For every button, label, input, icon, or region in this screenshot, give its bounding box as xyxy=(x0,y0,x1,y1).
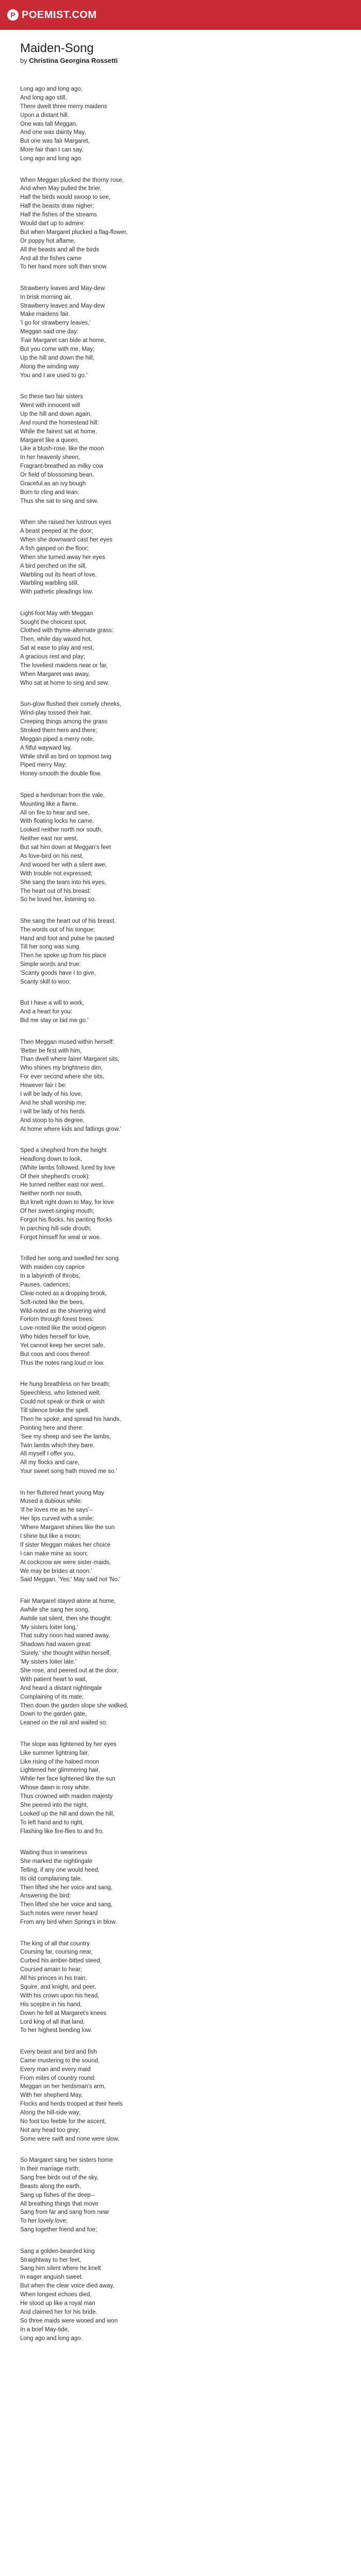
poem-line: Sun-glow flushed their comely cheeks, xyxy=(20,701,122,708)
poem-line: To left hand and to right, xyxy=(20,1819,84,1826)
poem-body xyxy=(20,85,350,2343)
poem-line: She sang the tears into his eyes, xyxy=(20,879,106,886)
poem-line: I will be lady of his love, xyxy=(20,1091,83,1097)
poem-line: 'Where Margaret shines like the sun xyxy=(20,1524,115,1531)
poem-line: Could not speak or think or wish xyxy=(20,1399,105,1405)
poem-line: Bid me stay or bid me go.' xyxy=(20,1018,89,1024)
poem-line: Along the winding way xyxy=(20,363,79,370)
poem-line: Of her sweet-singing mouth; xyxy=(20,1208,94,1215)
poem-line: With her shepherd May, xyxy=(20,2092,83,2099)
poem-line: From miles of country round: xyxy=(20,2075,96,2081)
poem-line: Yet cannot keep her secret safe, xyxy=(20,1343,105,1349)
poem-line: Love-noted like the wood-pigeon xyxy=(20,1325,106,1332)
poem-line: Born to cling and lean; xyxy=(20,489,79,496)
stanza xyxy=(20,284,350,380)
poem-line: With floating locks he came. xyxy=(20,818,94,825)
poem-line: In parching hill-side drouth; xyxy=(20,1225,92,1232)
poem-line: Thus she sat to sing and sew. xyxy=(20,498,99,504)
poem-line: And heard a distant nightingale xyxy=(20,1685,102,1691)
poem-line: When she turned away her eyes xyxy=(20,554,105,561)
poem-line: Margaret like a queen, xyxy=(20,437,79,444)
poem-line: I will be lady of his herds xyxy=(20,1108,85,1115)
poem-line: Looked up the hill and down the hill, xyxy=(20,1810,114,1817)
poem-line: Looked neither north nor south, xyxy=(20,827,103,834)
poem-line: All my flocks and care, xyxy=(20,1460,80,1466)
poem-line: Lightened her glimmering hair, xyxy=(20,1767,100,1774)
poem-line: Like rising of the haloed moon xyxy=(20,1758,100,1765)
poem-line: A fish gasped on the floor; xyxy=(20,545,89,552)
poem-line: Thus crowned with maiden majesty xyxy=(20,1793,113,1800)
poem-line: Then he spoke, and spread his hands, xyxy=(20,1416,121,1422)
poem-line: Meggan on her herdsman's arm, xyxy=(20,2083,106,2090)
poem-line: Up the hill and down again, xyxy=(20,411,92,417)
poem-line: Stroked them here and there; xyxy=(20,727,97,734)
poem-line: Or poppy hot aflame, xyxy=(20,238,76,244)
poem-line: Soft-noted like the bees, xyxy=(20,1299,85,1306)
poem-line: And wooed her with a silent awe, xyxy=(20,861,107,868)
poem-line: Who hides herself for love, xyxy=(20,1334,91,1341)
poem-line: Till silence broke the spell. xyxy=(20,1407,90,1414)
poem-line: All his princes in his train, xyxy=(20,1975,87,1982)
poem-line: When longest echoes died, xyxy=(20,2292,92,2298)
poem-line: But one was fair Margaret, xyxy=(20,138,90,145)
poem-line: No foot too feeble for the ascent, xyxy=(20,2118,106,2125)
poem-line: Your sweet song hath moved me so.' xyxy=(20,1468,117,1475)
poem-line: All myself I offer you, xyxy=(20,1451,75,1458)
poem-line: Flocks and herds trooped at their heels xyxy=(20,2101,123,2108)
poem-line: Sang him silent where he knelt xyxy=(20,2265,101,2272)
poem-line: With pathetic pleadings low. xyxy=(20,589,93,596)
poem-line: Upon a distant hill. xyxy=(20,112,69,118)
poem-line: 'Fair Margaret can bide at home, xyxy=(20,337,106,344)
poem-line: Warbling warbling still, xyxy=(20,580,79,587)
stanza xyxy=(20,999,350,1025)
poem-line: Pointing here and there: xyxy=(20,1425,84,1431)
poem-line: Answering the bird: xyxy=(20,1893,71,1900)
poem-line: She marked the nightingale xyxy=(20,1858,93,1865)
poem-line: But when the clear voice died away, xyxy=(20,2283,114,2290)
poem-line: Make maidens fair. xyxy=(20,311,70,318)
poem-line: She sang the heart out of his breast, xyxy=(20,918,116,924)
poem-line: Trilled her song and swelled her song xyxy=(20,1256,119,1262)
poem-line: And long ago still, xyxy=(20,94,67,101)
site-logo[interactable] xyxy=(7,9,97,21)
poem-line: Sang free birds out of the sky, xyxy=(20,2174,99,2181)
poem-line: Wind-play tossed their hair, xyxy=(20,710,92,717)
stanza xyxy=(20,2048,350,2144)
poem-line: To her highest bending low. xyxy=(20,2027,92,2034)
poem-line: So he loved her, listening so. xyxy=(20,896,96,903)
poem-line: Meggan piped a merry note, xyxy=(20,736,94,742)
poem-line: Like a blush-rose, like the moon xyxy=(20,446,104,452)
poem-line: 'Better be first with him, xyxy=(20,1047,82,1054)
stanza xyxy=(20,791,350,905)
poem-line: And he shall worship me; xyxy=(20,1099,87,1106)
poem-line: Neither east nor west, xyxy=(20,836,78,842)
poem-line: All the beasts and all the birds xyxy=(20,246,100,253)
logo-text: POEMIST.COM xyxy=(22,9,97,21)
poem-line: Telling, if any one would heed, xyxy=(20,1867,100,1873)
poem-line: I shine but like a moon; xyxy=(20,1533,81,1540)
poem-line: Went with innocent will xyxy=(20,402,80,409)
poem-line: Along the hill-side way; xyxy=(20,2110,81,2116)
poem-line: We may be brides at noon.' xyxy=(20,1568,92,1574)
poem-line: So three maids were wooed and won xyxy=(20,2317,118,2324)
poem-line: But when Margaret plucked a flag-flower, xyxy=(20,229,128,235)
poem-line: Who shines my brightness dim, xyxy=(20,1065,103,1072)
poem-line: Forgot his flocks, his panting flocks xyxy=(20,1217,112,1224)
poem-line: You and I are used to go.' xyxy=(20,372,88,379)
stanza xyxy=(20,1489,350,1585)
poem-line: Strawberry leaves and May-dew xyxy=(20,302,105,309)
poem-line: With trouble not expressed; xyxy=(20,870,92,877)
poem-line: 'My sisters loiter long.' xyxy=(20,1624,78,1631)
stanza xyxy=(20,1849,350,1927)
poem-line: Straightway to her feet, xyxy=(20,2257,81,2263)
poem-line: 'See my sheep and see the lambs, xyxy=(20,1433,111,1440)
poem-line: Graceful as an ivy bough xyxy=(20,481,86,487)
poem-line: 'If he loves me as he says'-- xyxy=(20,1507,93,1514)
stanza xyxy=(20,1380,350,1476)
poem-line: He stood up like a royal man xyxy=(20,2300,95,2307)
stanza xyxy=(20,1597,350,1727)
poem-line: 'Scanty goods have I to give, xyxy=(20,970,96,977)
stanza xyxy=(20,1740,350,1836)
poem-line: Long ago and long ago. xyxy=(20,156,83,162)
poem-line: All breathing things that move xyxy=(20,2200,99,2207)
poem-line: Simple words and true: xyxy=(20,961,81,968)
poem-line: But I have a will to work, xyxy=(20,1000,84,1007)
site-header xyxy=(0,0,361,30)
poem-line: Sped a herdsman from the vale, xyxy=(20,792,105,799)
poem-line: Every beast and bird and fish xyxy=(20,2048,97,2055)
poem-line: Sang up fishes of the deep-- xyxy=(20,2192,95,2198)
poem-line: Mused a dubious while: xyxy=(20,1498,83,1505)
poem-line: And claimed her for his bride. xyxy=(20,2309,97,2315)
poem-line: Neither north nor south, xyxy=(20,1191,83,1197)
poem-line: In their marriage mirth; xyxy=(20,2166,80,2173)
stanza xyxy=(20,917,350,987)
poem-line: Flashing like fire-flies to and fro. xyxy=(20,1828,104,1835)
stanza xyxy=(20,518,350,597)
poem-line: Sought the choicest spot, xyxy=(20,619,87,625)
poem-line: Such notes were never heard xyxy=(20,1910,98,1917)
poem-line: And one was dainty May, xyxy=(20,129,86,136)
poem-line: Fair Margaret stayed alone at home, xyxy=(20,1598,116,1604)
poem-line: In her heavenly sheen, xyxy=(20,454,80,461)
poem-line: When she raised her lustrous eyes xyxy=(20,519,112,526)
poem-line: Piped merry May; xyxy=(20,762,67,769)
poem-line: Honey-smooth the double flow. xyxy=(20,771,102,777)
stanza xyxy=(20,2247,350,2343)
poem-line: All on fire to hear and see, xyxy=(20,809,90,816)
poem-line: With maiden coy caprice xyxy=(20,1264,85,1271)
poem-line: He hung breathless on her breath; xyxy=(20,1381,110,1388)
poem-line: In eager anguish sweet. xyxy=(20,2274,84,2281)
poem-line: In brisk morning air, xyxy=(20,294,72,300)
poem-line: A fitful wayward lay, xyxy=(20,744,72,751)
poem-line: Than dwell where fairer Margaret sits, xyxy=(20,1056,120,1063)
poem-line: Sang from far and sang from near xyxy=(20,2209,109,2216)
poem-line: To her hand more soft than snow. xyxy=(20,264,108,270)
poem-line: When Meggan plucked the thorny rose, xyxy=(20,177,124,183)
poem-line: However fair I be: xyxy=(20,1082,67,1089)
poem-line: Up the hill and down the hill, xyxy=(20,354,94,361)
poem-line: Shadows had waxen great: xyxy=(20,1641,92,1648)
poem-line: Pauses, cadences; xyxy=(20,1281,71,1288)
poem-line: Like summer lightning fair, xyxy=(20,1750,89,1756)
poem-line: Every man and every maid xyxy=(20,2066,91,2073)
poem-line: Coursing far, coursing near, xyxy=(20,1949,93,1956)
poem-line: Wild-noted as the shivering wind xyxy=(20,1308,106,1314)
logo-icon: P xyxy=(7,9,19,21)
poem-line: A gracious rest and play; xyxy=(20,654,85,660)
poem-line: If sister Meggan makes her choice xyxy=(20,1541,111,1548)
poem-line: In a labyrinth of throbs, xyxy=(20,1273,80,1279)
poem-line: But sat him down at Meggan's feet xyxy=(20,844,111,851)
poem-line: As love-bird on his nest, xyxy=(20,853,84,859)
poem-line: Some were swift and none were slow. xyxy=(20,2136,120,2142)
stanza xyxy=(20,700,350,778)
poem-line: And all the fishes came xyxy=(20,255,81,262)
poem-line: There dwelt three merry maidens xyxy=(20,103,107,110)
poem-line: She peered into the night, xyxy=(20,1802,88,1808)
poem-line: At home where kids and fatlings grow.' xyxy=(20,1126,121,1132)
poem-line: Curbed his amber-bitted steed, xyxy=(20,1958,102,1964)
poem-line: Coursed amain to hear; xyxy=(20,1967,83,1973)
poem-line: Forgot himself for weal or woe. xyxy=(20,1234,102,1241)
poem-line: Creeping things among the grass xyxy=(20,719,108,725)
poem-line: Would dart up to admire: xyxy=(20,220,85,227)
poem-line: A bird perched on the sill, xyxy=(20,563,87,569)
poem-line: Scanty skill to woo; xyxy=(20,979,71,986)
poem-line: Waiting thus in weariness xyxy=(20,1850,87,1856)
stanza xyxy=(20,609,350,688)
poem-line: I can make mine as soon; xyxy=(20,1550,88,1557)
poem-line: But you come with me, May; xyxy=(20,346,95,353)
poem-line: And when May pulled the brier, xyxy=(20,185,102,192)
poem-line: The slope was lightened by her eyes xyxy=(20,1741,117,1748)
poem-line: More fair than I can say, xyxy=(20,147,84,154)
poem-line: Warbling out its heart of love, xyxy=(20,571,97,578)
poem-line: Then he spoke up from his place xyxy=(20,953,106,959)
poem-line: That sultry noon had waned away, xyxy=(20,1633,110,1639)
poem-line: With his crown upon his head, xyxy=(20,1992,100,1999)
poem-line: Then lifted she her voice and sang, xyxy=(20,1902,113,1908)
poem-line: Mounting like a flame, xyxy=(20,801,78,807)
poem-line: Awhile she sang her song, xyxy=(20,1606,90,1613)
poem-line: While her face lightened like the sun xyxy=(20,1776,116,1783)
poem-line: Complaining of its mate; xyxy=(20,1693,84,1700)
poem-line: Twin lambs which they bare. xyxy=(20,1442,95,1449)
poem-line: Sang a golden-bearded king xyxy=(20,2248,95,2255)
poem-line: Then, while day waxed hot, xyxy=(20,636,92,643)
stanza xyxy=(20,85,350,163)
poem-line: But knelt right down to May, for love xyxy=(20,1199,114,1206)
poem-line: Then down the garden slope she walked, xyxy=(20,1702,128,1709)
poem-line: Her lips curved with a smile: xyxy=(20,1516,94,1522)
poem-line: Hand and foot and pulse he paused xyxy=(20,935,114,942)
poem-line: Said Meggan, 'Yes;' May said not 'No.' xyxy=(20,1577,121,1583)
poem-line: Headlong down to look, xyxy=(20,1156,83,1162)
poem-line: The king of all that country xyxy=(20,1940,90,1947)
poem-line: At cockcrow we were sister-maids, xyxy=(20,1559,111,1566)
poem-line: Clear-noted as a dropping brook, xyxy=(20,1290,107,1297)
poem-line: Of their shepherd's crook): xyxy=(20,1173,90,1180)
poem-line: From any bird when Spring's in blow. xyxy=(20,1919,117,1926)
stanza xyxy=(20,1940,350,2036)
stanza xyxy=(20,2156,350,2234)
poem-line: Squire, and knight, and peer, xyxy=(20,1984,96,1990)
stanza xyxy=(20,393,350,506)
poem-line: Leaned on the rail and waited so. xyxy=(20,1720,108,1726)
poem-line: Clothed with thyme-alternate grass: xyxy=(20,628,113,634)
poem-line: The loveliest maidens near or far, xyxy=(20,663,108,669)
poem-line: One was tall Meggan, xyxy=(20,121,78,127)
poem-line: Half the beasts draw nigher; xyxy=(20,203,94,210)
poem-line: Whose dawn is rosy white. xyxy=(20,1785,91,1791)
poem-line: 'Surely,' she thought within herself, xyxy=(20,1650,111,1657)
stanza xyxy=(20,1255,350,1368)
poem-line: When Margaret was away, xyxy=(20,671,90,677)
poem-byline xyxy=(20,57,350,64)
poem-line: For ever second where she sits, xyxy=(20,1074,104,1080)
poem-line: Sped a shepherd from the height xyxy=(20,1147,107,1154)
poem-line: When she downward cast her eyes xyxy=(20,536,112,543)
poem-title: Maiden-Song xyxy=(20,41,94,55)
poem-author[interactable]: Christina Georgina Rossetti xyxy=(29,57,118,64)
poem-line: Who sat at home to sing and sew. xyxy=(20,680,109,686)
poem-line: Long ago and long ago, xyxy=(20,86,83,92)
poem-line: Till her song was sung. xyxy=(20,944,81,951)
poem-line: Its old complaining tale. xyxy=(20,1875,83,1882)
poem-line: Speechless, who listened well; xyxy=(20,1390,101,1397)
poem-line: Half the fishes of the streams xyxy=(20,212,97,218)
poem-line: She rose, and peered out at the door, xyxy=(20,1668,119,1674)
poem-content xyxy=(20,41,350,2355)
byline-prefix: by xyxy=(20,57,27,64)
poem-line: Meggan said one day: xyxy=(20,329,79,335)
poem-line: To her lovely love; xyxy=(20,2218,68,2225)
stanza xyxy=(20,1038,350,1134)
poem-line: Awhile sat silent, then she thought: xyxy=(20,1615,112,1622)
poem-line: A beast peeped at the door; xyxy=(20,528,93,535)
poem-line: Beasts along the earth, xyxy=(20,2183,81,2190)
poem-line: Then lifted she her voice and sang, xyxy=(20,1884,113,1891)
poem-line: The heart out of his breast: xyxy=(20,888,91,894)
poem-line: 'I go for strawberry leaves,' xyxy=(20,320,91,327)
poem-line: While shrill as bird on topmost twig xyxy=(20,753,112,760)
poem-line: Light-foot May with Meggan xyxy=(20,610,93,617)
poem-line: And a heart for you: xyxy=(20,1009,73,1015)
poem-line: And round the homestead hill: xyxy=(20,419,99,426)
poem-line: Came mustering to the sound, xyxy=(20,2057,100,2064)
poem-line: Fragrant-breathed as milky cow xyxy=(20,463,104,470)
poem-line: Long ago and long ago. xyxy=(20,2335,83,2342)
poem-line: Or field of blossoming bean, xyxy=(20,472,94,479)
poem-line: Down to the garden gate, xyxy=(20,1711,87,1718)
stanza xyxy=(20,176,350,272)
poem-line: While the fairest sat at home, xyxy=(20,428,97,435)
poem-line: Forlorn through forest trees: xyxy=(20,1316,94,1323)
poem-line: His sceptre in his hand, xyxy=(20,2001,82,2008)
poem-line: In a brief May-tide, xyxy=(20,2326,70,2333)
poem-line: Down he fell at Margaret's knees xyxy=(20,2010,107,2016)
stanza xyxy=(20,1146,350,1242)
poem-line: He turned neither east nor west, xyxy=(20,1182,105,1189)
poem-line: Strawberry leaves and May-dew xyxy=(20,285,105,292)
poem-line: Then Meggan mused within herself: xyxy=(20,1039,114,1045)
poem-line: Sang together friend and foe; xyxy=(20,2227,97,2233)
poem-line: Not any head too grey; xyxy=(20,2127,80,2133)
poem-line: But coos and coos thereof: xyxy=(20,1351,91,1358)
poem-line: Half the birds would swoop to see, xyxy=(20,194,111,201)
poem-line: With patient heart to wait, xyxy=(20,1676,87,1683)
poem-line: (White lambs followed, lured by love xyxy=(20,1164,116,1171)
poem-line: So these two fair sisters xyxy=(20,394,84,400)
poem-line: In her fluttered heart young May xyxy=(20,1489,105,1496)
poem-line: So Margaret sang her sisters home xyxy=(20,2157,113,2164)
poem-line: 'My sisters loiter late.' xyxy=(20,1659,77,1666)
poem-line: Lord king of all that land, xyxy=(20,2019,85,2025)
poem-line: Thus the notes rang loud or low. xyxy=(20,1360,105,1366)
poem-line: The words out of his tongue; xyxy=(20,926,95,933)
poem-line: Sat at ease to play and rest, xyxy=(20,645,94,652)
poem-line: And stoop to his degree, xyxy=(20,1117,85,1124)
